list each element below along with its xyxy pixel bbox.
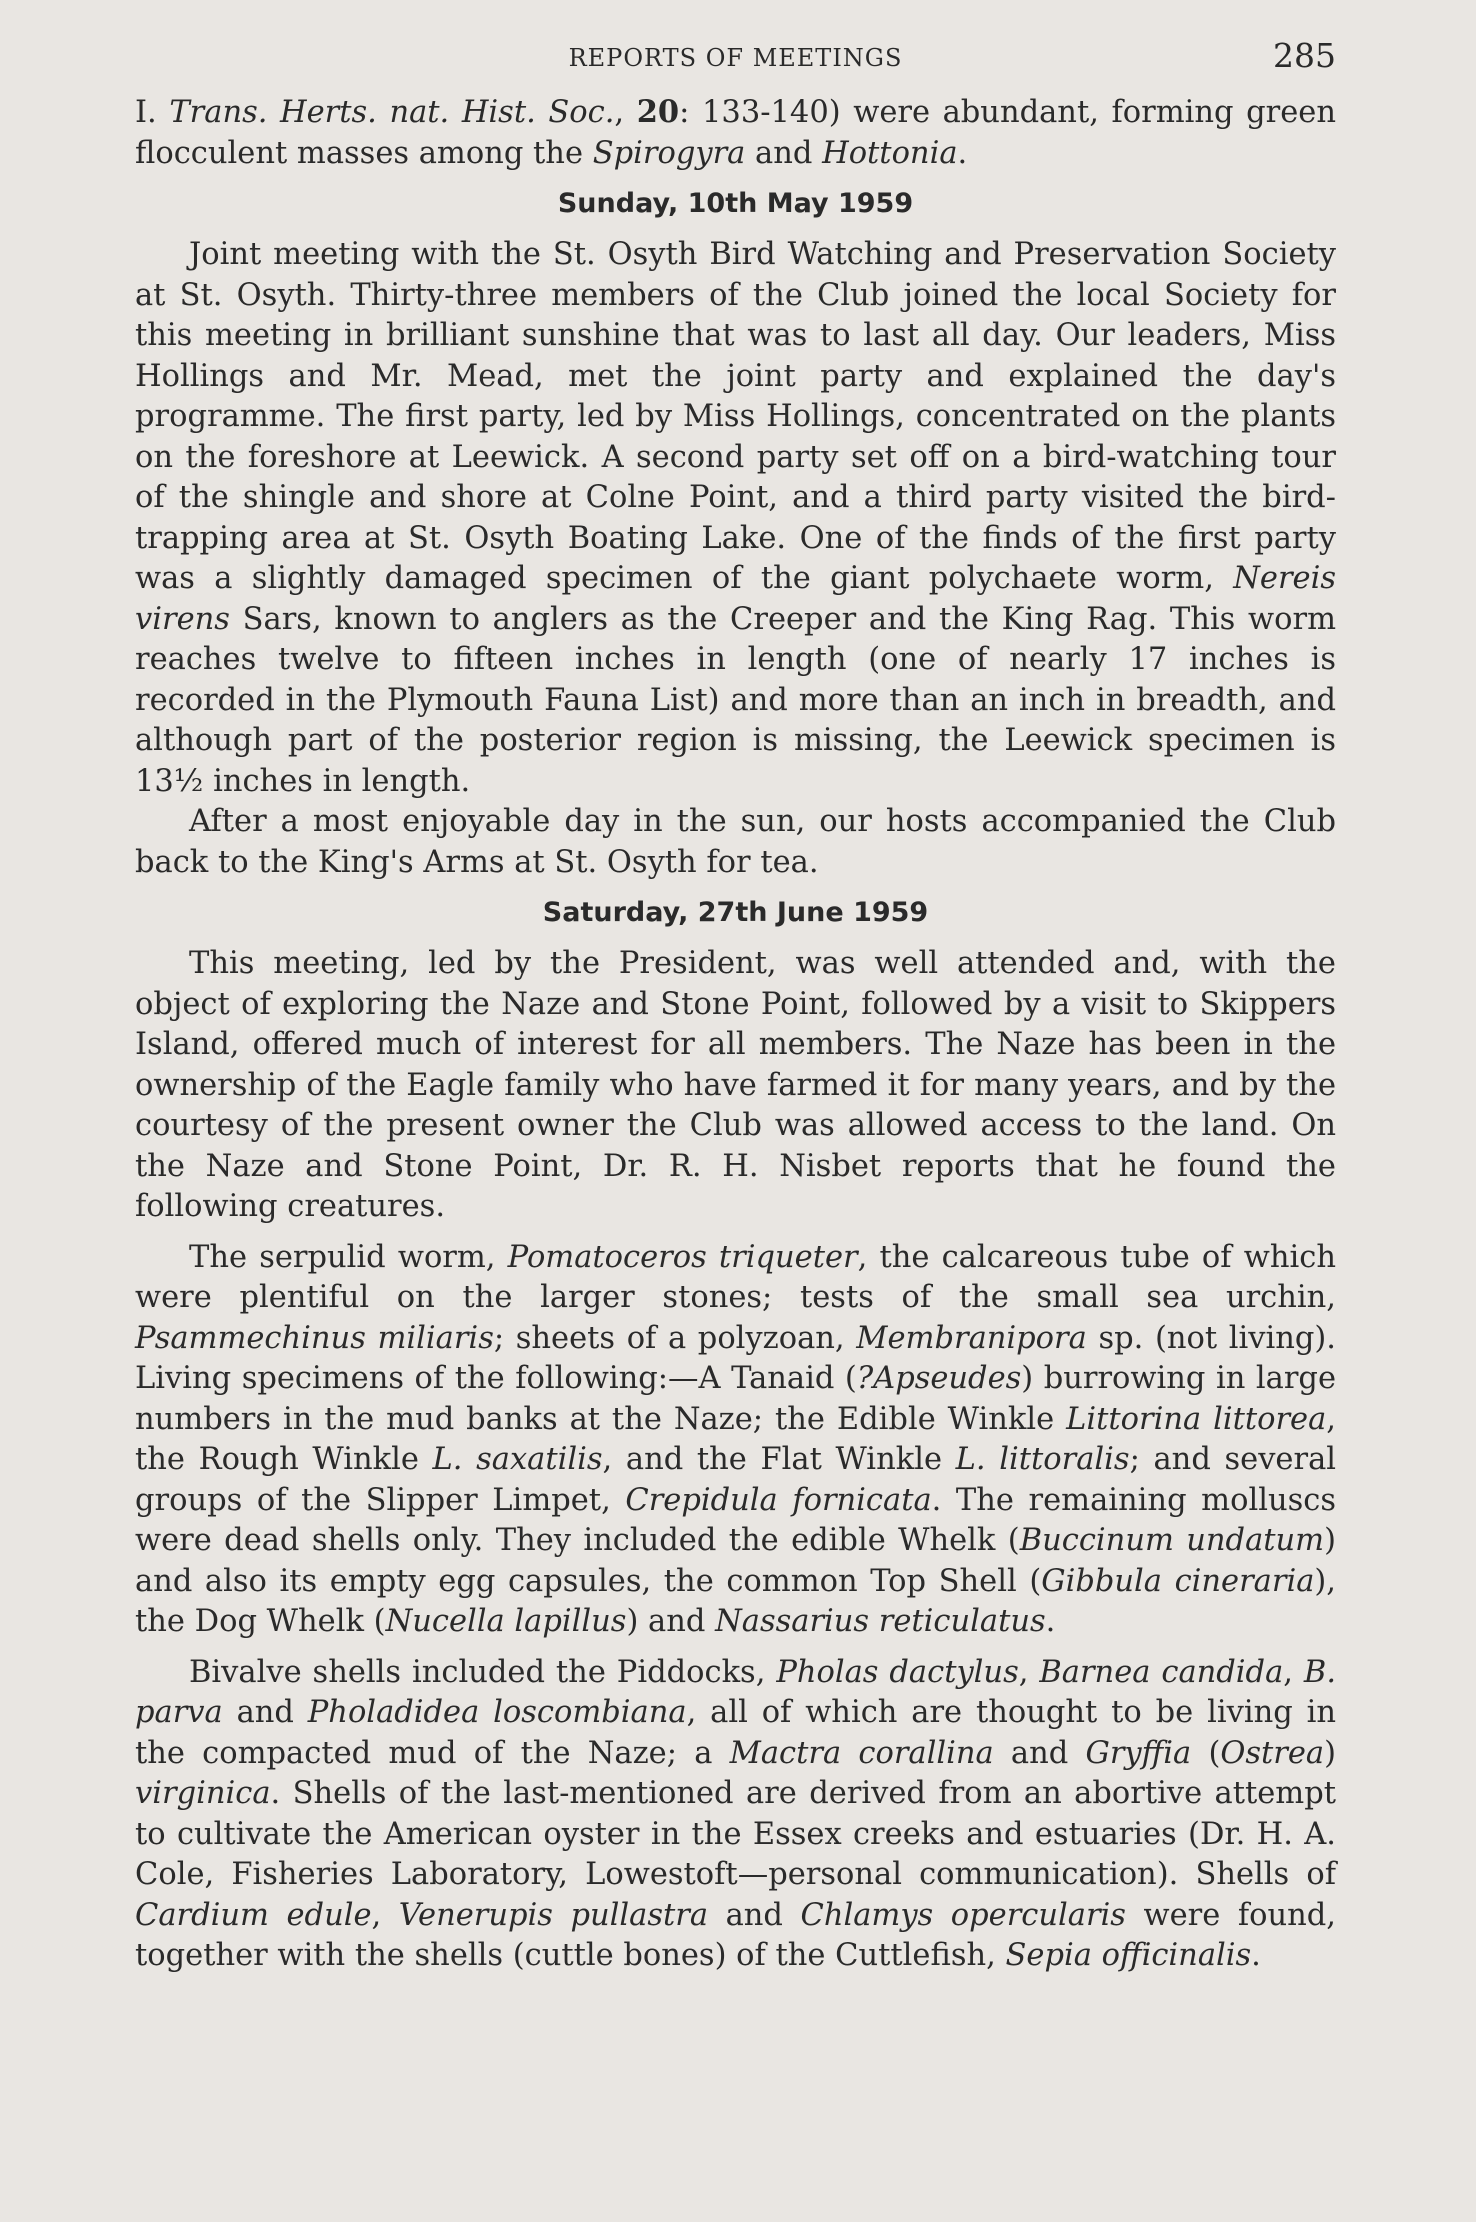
italic-text: Pomatoceros triqueter [507,1239,858,1275]
italic-text: Mactra corallina [729,1735,994,1771]
may-paragraph-1 [135,235,1336,802]
italic-text: Gibbula cineraria [1041,1563,1315,1599]
text-run: , the Rough Winkle [135,1401,1336,1477]
italic-text: ?Apseudes [856,1361,1022,1396]
text-run: and [222,1695,308,1730]
italic-text: Venerupis pullastra [398,1897,709,1933]
italic-text: Gryffia [1085,1735,1192,1771]
text-run: ) [1324,1735,1336,1771]
section-heading-may: Sunday, 10th May 1959 [557,188,914,219]
text-run: , [1018,1654,1040,1690]
june-paragraph-1 [135,944,1336,1228]
text-run: I. [135,95,170,130]
text-run: and [745,135,823,171]
text-run: ; and several groups of the Slipper Limpet, [135,1442,1337,1518]
text-run: Bivalve shells included the Piddocks, [189,1654,777,1690]
italic-text: Pholadidea loscombiana [307,1695,687,1730]
italic-text: Psammechinus miliaris [135,1320,494,1356]
text-run: , [614,95,637,130]
paragraph-gap [135,1228,1336,1238]
text-run: , the calcareous tube of which were plentiful on the larger stones; tests of the small sea urchin, [135,1239,1336,1315]
italic-text: Hottonia [822,135,958,171]
section-heading-june: Saturday, 27th June 1959 [542,897,929,928]
italic-text: virginica [135,1776,271,1811]
text-run: , [1283,1654,1304,1690]
italic-text: Crepidula fornicata [625,1482,932,1518]
italic-text: L. littoralis [955,1442,1130,1477]
text-run: . The remaining molluscs were dead shells only. They included the edible Whelk ( [135,1482,1337,1558]
italic-text: Trans. Herts. nat. Hist. Soc. [169,95,615,130]
italic-text: Spirogyra [592,135,746,171]
italic-text: B. parva [135,1654,1337,1730]
italic-text: Nucella lapillus [385,1604,627,1639]
running-title: REPORTS OF MEETINGS [568,44,903,72]
text-run: The serpulid worm, [189,1239,508,1275]
text-run: . Shells of the last-mentioned are derived from an abortive attempt to cultivate the American oyster in the Essex creeks and estuaries (Dr. H. A. Cole, Fisheries Laboratory, Lowestoft—personal communication). Shells of [135,1776,1336,1892]
running-head [135,28,1336,82]
italic-text: Ostrea [1220,1735,1325,1771]
text-run: . [1251,1938,1261,1973]
text-run: , and the Flat Winkle [602,1442,956,1477]
italic-text: L. saxatilis [432,1442,603,1477]
italic-text: Chlamys opercularis [800,1897,1126,1933]
text-run: ; sheets of a polyzoan, [493,1320,857,1356]
italic-text: Littorina littorea [1066,1401,1327,1437]
text-run: and [993,1735,1086,1771]
text-run: After a most enjoyable day in the sun, our hosts accompanied the Club back to the King's Arms at St. Osyth for tea. [135,804,1336,880]
text-run: sp. (not living). Living specimens of the following:—A Tanaid ( [135,1320,1337,1396]
may-paragraph-2 [135,802,1336,883]
italic-text: Pholas dactylus [776,1654,1019,1690]
opening-paragraph [135,92,1336,174]
text-run: , [371,1897,399,1933]
paragraph-gap [135,1643,1336,1653]
italic-text: Nereis virens [135,561,1336,637]
italic-text: Buccinum undatum [1019,1523,1325,1558]
text-run: and [708,1897,801,1933]
text-run: ) burrowing in large numbers in the mud banks at the Naze; the Edible Winkle [135,1361,1337,1437]
text-run: ), the Dog Whelk ( [135,1563,1336,1639]
text-run: : 133-140) were abundant, forming green flocculent masses among the [135,95,1336,171]
text-run: were found, together with the shells (cuttle bones) of the Cuttlefish, [135,1897,1336,1973]
italic-text: Sepia officinalis [1005,1938,1252,1973]
text-run: This meeting, led by the President, was well attended and, with the object of exploring the Naze and Stone Point, followed by a visit to Skippers Island, offered much of interest for all members. The Naze has been in the ownership of the Eagle family who have farmed it for many years, and by the courtesy of the present owner the Club was allowed access to the land. On the Naze and Stone Point, Dr. R. H. Nisbet reports that he found the following creatures. [135,946,1336,1224]
text-run: ) and [626,1604,716,1639]
italic-text: Barnea candida [1039,1654,1284,1690]
text-run: ( [1191,1735,1221,1771]
june-paragraph-3 [135,1653,1336,1977]
text-run: Joint meeting with the St. Osyth Bird Watching and Preservation Society at St. Osyth. Thirty-three members of the Club joined the local Society for this meeting in brilliant sunshine that was to last all day. Our leaders, Miss Hollings and Mr. Mead, met the joint party and explained the day's programme. The first party, led by Miss Hollings, concentrated on the plants on the foreshore at Leewick. A second party set off on a bird-watching tour of the shingle and shore at Colne Point, and a third party visited the bird-trapping area at St. Osyth Boating Lake. One of the finds of the first party was a slightly damaged specimen of the giant polychaete worm, [135,237,1336,596]
text-run: . [1045,1604,1056,1639]
italic-text: Membranipora [856,1320,1087,1356]
text-run: . [957,135,968,171]
italic-text: Cardium edule [135,1897,372,1933]
page-number: 285 [1273,36,1336,75]
italic-text: Nassarius reticulatus [715,1604,1046,1639]
text-run: ) and also its empty egg capsules, the common Top Shell ( [135,1523,1336,1599]
bold-text: 20 [636,94,680,130]
june-paragraph-2 [135,1238,1336,1643]
text-run: , all of which are thought to be living in the compacted mud of the Naze; a [135,1695,1336,1771]
text-run: Sars, known to anglers as the Creeper and the King Rag. This worm reaches twelve to fifteen inches in length (one of nearly 17 inches is recorded in the Plymouth Fauna List) and more than an inch in breadth, and although part of the posterior region is missing, the Leewick specimen is 13½ inches in length. [135,601,1336,799]
